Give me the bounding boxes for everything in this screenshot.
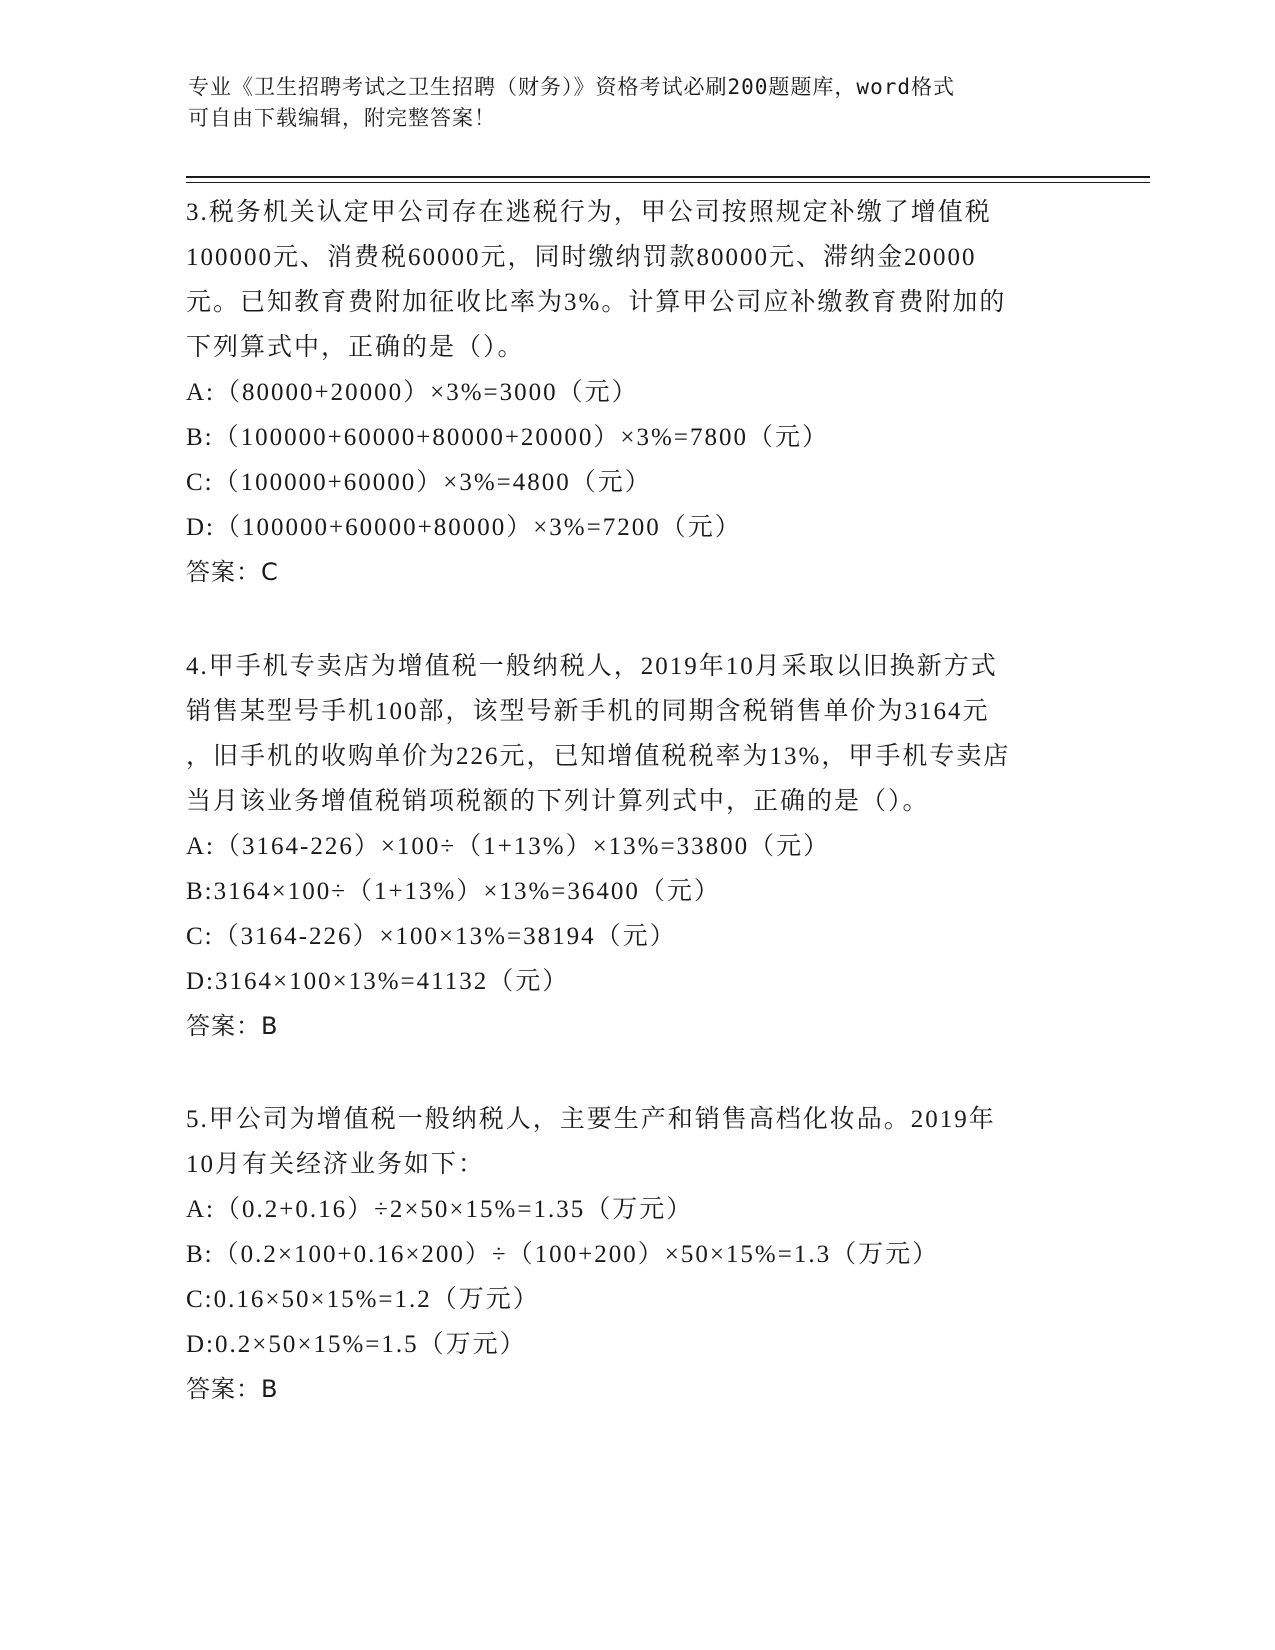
option-d: D:（100000+60000+80000）×3%=7200（元）	[186, 514, 742, 541]
question-block	[186, 190, 1086, 595]
option-d: D:0.2×50×15%=1.5（万元）	[186, 1331, 527, 1358]
question-block	[186, 644, 1086, 1049]
option-b: B:3164×100÷（1+13%）×13%=36400（元）	[186, 878, 721, 905]
question-stem-line: 下列算式中，正确的是（）。	[186, 334, 525, 361]
question-stem-line: 4.甲手机专卖店为增值税一般纳税人，2019年10月采取以旧换新方式	[186, 653, 998, 680]
header-divider-thick	[186, 176, 1150, 178]
question-stem-line: ，旧手机的收购单价为226元，已知增值税税率为13%，甲手机专卖店	[186, 743, 1011, 770]
option-c: C:（3164-226）×100×13%=38194（元）	[186, 923, 677, 950]
question-stem-line: 元。已知教育费附加征收比率为3%。计算甲公司应补缴教育费附加的	[186, 289, 1007, 316]
header-divider-thin	[186, 182, 1150, 183]
header-line: 可自由下载编辑，附完整答案！	[188, 106, 496, 130]
question-stem-line: 当月该业务增值税销项税额的下列计算列式中，正确的是（）。	[186, 788, 930, 815]
answer-text: 答案：B	[186, 1375, 279, 1403]
option-b: B:（100000+60000+80000+20000）×3%=7800（元）	[186, 424, 829, 451]
option-a: A:（0.2+0.16）÷2×50×15%=1.35（万元）	[186, 1196, 694, 1223]
header-line: 专业《卫生招聘考试之卫生招聘（财务）》资格考试必刷200题题库，word格式	[188, 75, 955, 99]
option-b: B:（0.2×100+0.16×200）÷（100+200）×50×15%=1.3（万元）	[186, 1241, 940, 1268]
document-header	[188, 72, 1068, 134]
question-stem-line: 5.甲公司为增值税一般纳税人，主要生产和销售高档化妆品。2019年	[186, 1106, 996, 1133]
question-block	[186, 1097, 1086, 1412]
answer-text: 答案：B	[186, 1012, 279, 1040]
option-c: C:（100000+60000）×3%=4800（元）	[186, 469, 652, 496]
question-stem-line: 100000元、消费税60000元，同时缴纳罚款80000元、滞纳金20000	[186, 244, 977, 271]
option-c: C:0.16×50×15%=1.2（万元）	[186, 1286, 540, 1313]
option-a: A:（3164-226）×100÷（1+13%）×13%=33800（元）	[186, 833, 831, 860]
answer-text: 答案：C	[186, 558, 279, 586]
question-stem-line: 3.税务机关认定甲公司存在逃税行为，甲公司按照规定补缴了增值税	[186, 199, 992, 226]
question-stem-line: 销售某型号手机100部，该型号新手机的同期含税销售单价为3164元	[186, 698, 990, 725]
question-stem-line: 10月有关经济业务如下：	[186, 1151, 486, 1178]
option-d: D:3164×100×13%=41132（元）	[186, 968, 570, 995]
option-a: A:（80000+20000）×3%=3000（元）	[186, 379, 639, 406]
